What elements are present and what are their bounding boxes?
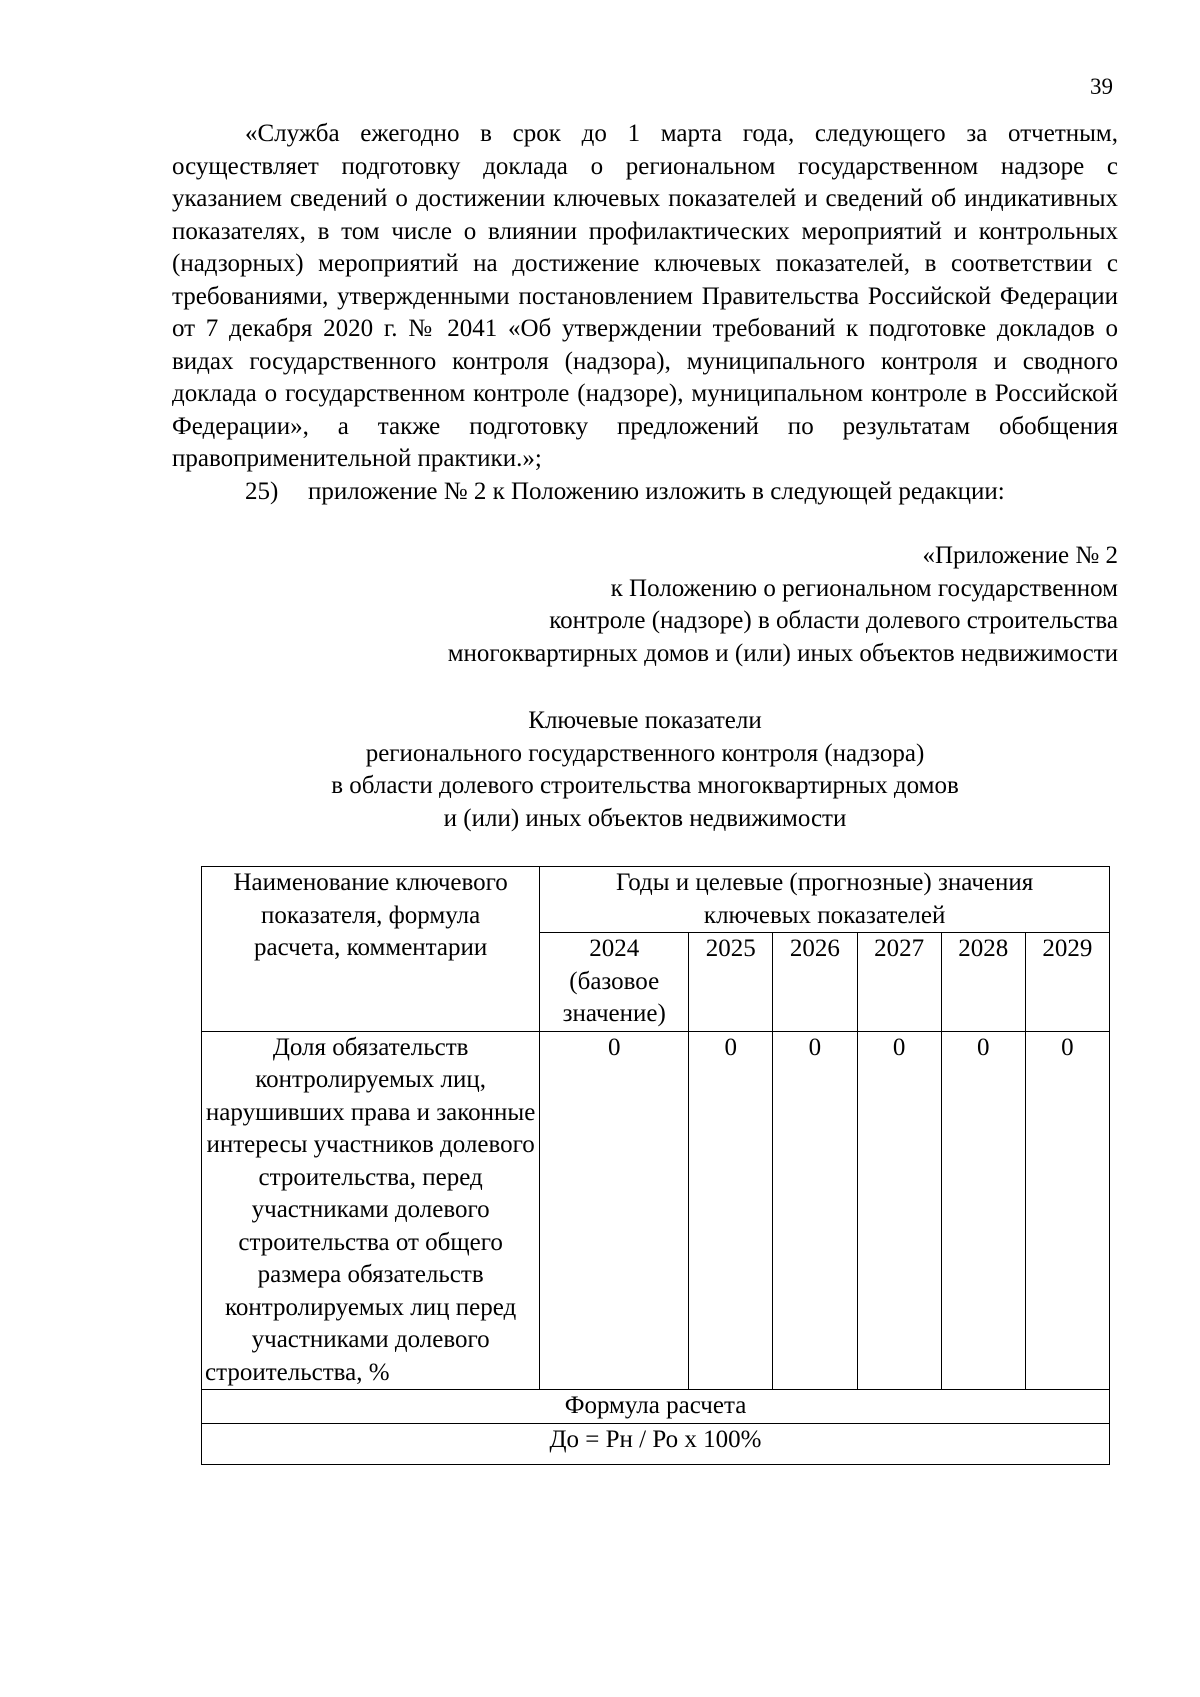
table-title	[172, 705, 1118, 835]
formula-row	[202, 1423, 1110, 1464]
appendix-line-3: контроле (надзоре) в области долевого строительства	[549, 607, 1118, 634]
value-2026: 0	[773, 1031, 857, 1390]
header-years: Годы и целевые (прогнозные) значения ключевых показателей	[540, 867, 1110, 933]
year-2025: 2025	[689, 933, 773, 1032]
value-2024: 0	[540, 1031, 689, 1390]
title-line-2: регионального государственного контроля (надзора)	[365, 739, 925, 767]
appendix-line-2: к Положению о региональном государственном	[610, 574, 1118, 602]
page-number: 39	[1090, 74, 1113, 99]
list-item-number: 25)	[245, 477, 279, 505]
title-line-4: и (или) иных объектов недвижимости	[443, 804, 847, 832]
paragraph-service-report: «Служба ежегодно в срок до 1 марта года, следующего за отчетным, осуществляет подготовку доклада о региональном государственном надзоре с указанием сведений о достижении ключевых показателей и сведений об индикативных показателях, в том числе о влиянии профилактических мероприятий и контрольных (надзорных) мероприятий на достижение ключевых показателей, в соответствии с требованиями, утвержденными постановлением Правительства Российской Федерации от 7 декабря 2020 г. № 2041 «Об утверждении требований к подготовке докладов о видах государственного контроля (надзора), муниципального контроля и сводного доклада о государственном контроле (надзоре), муниципальном контроле в Российской Федерации», а также подготовку предложений по результатам обобщения правоприменительной практики.»;	[172, 120, 1118, 472]
appendix-header	[172, 540, 1118, 670]
formula-label-row	[202, 1390, 1110, 1424]
table-row	[202, 1031, 1110, 1390]
header-row	[202, 867, 1110, 933]
value-2029: 0	[1025, 1031, 1109, 1390]
list-item-text: приложение № 2 к Положению изложить в следующей редакции:	[308, 477, 1005, 505]
title-line-3: в области долевого строительства многоквартирных домов	[331, 772, 959, 799]
value-2028: 0	[941, 1031, 1025, 1390]
indicator-name: Доля обязательств контролируемых лиц, нарушивших права и законные интересы участников долевого строительства, перед участниками долевого строительства от общего размера обязательств контролируемых лиц перед участниками долевого строительства, %	[202, 1031, 540, 1390]
appendix-line-4: многоквартирных домов и (или) иных объектов недвижимости	[447, 639, 1118, 667]
key-indicators-table	[201, 866, 1110, 1465]
year-2026: 2026	[773, 933, 857, 1032]
formula: До = Рн / Ро х 100%	[202, 1423, 1110, 1464]
list-item-25	[172, 476, 1118, 509]
year-2024: 2024 (базовое значение)	[540, 933, 689, 1032]
document-body	[172, 118, 1118, 508]
year-2029: 2029	[1025, 933, 1109, 1032]
value-2027: 0	[857, 1031, 941, 1390]
formula-label: Формула расчета	[202, 1390, 1110, 1424]
appendix-line-1: «Приложение № 2	[922, 542, 1118, 569]
title-line-1: Ключевые показатели	[528, 707, 762, 734]
value-2025: 0	[689, 1031, 773, 1390]
year-2028: 2028	[941, 933, 1025, 1032]
year-2027: 2027	[857, 933, 941, 1032]
header-indicator-name: Наименование ключевого показателя, формула расчета, комментарии	[202, 867, 540, 1032]
